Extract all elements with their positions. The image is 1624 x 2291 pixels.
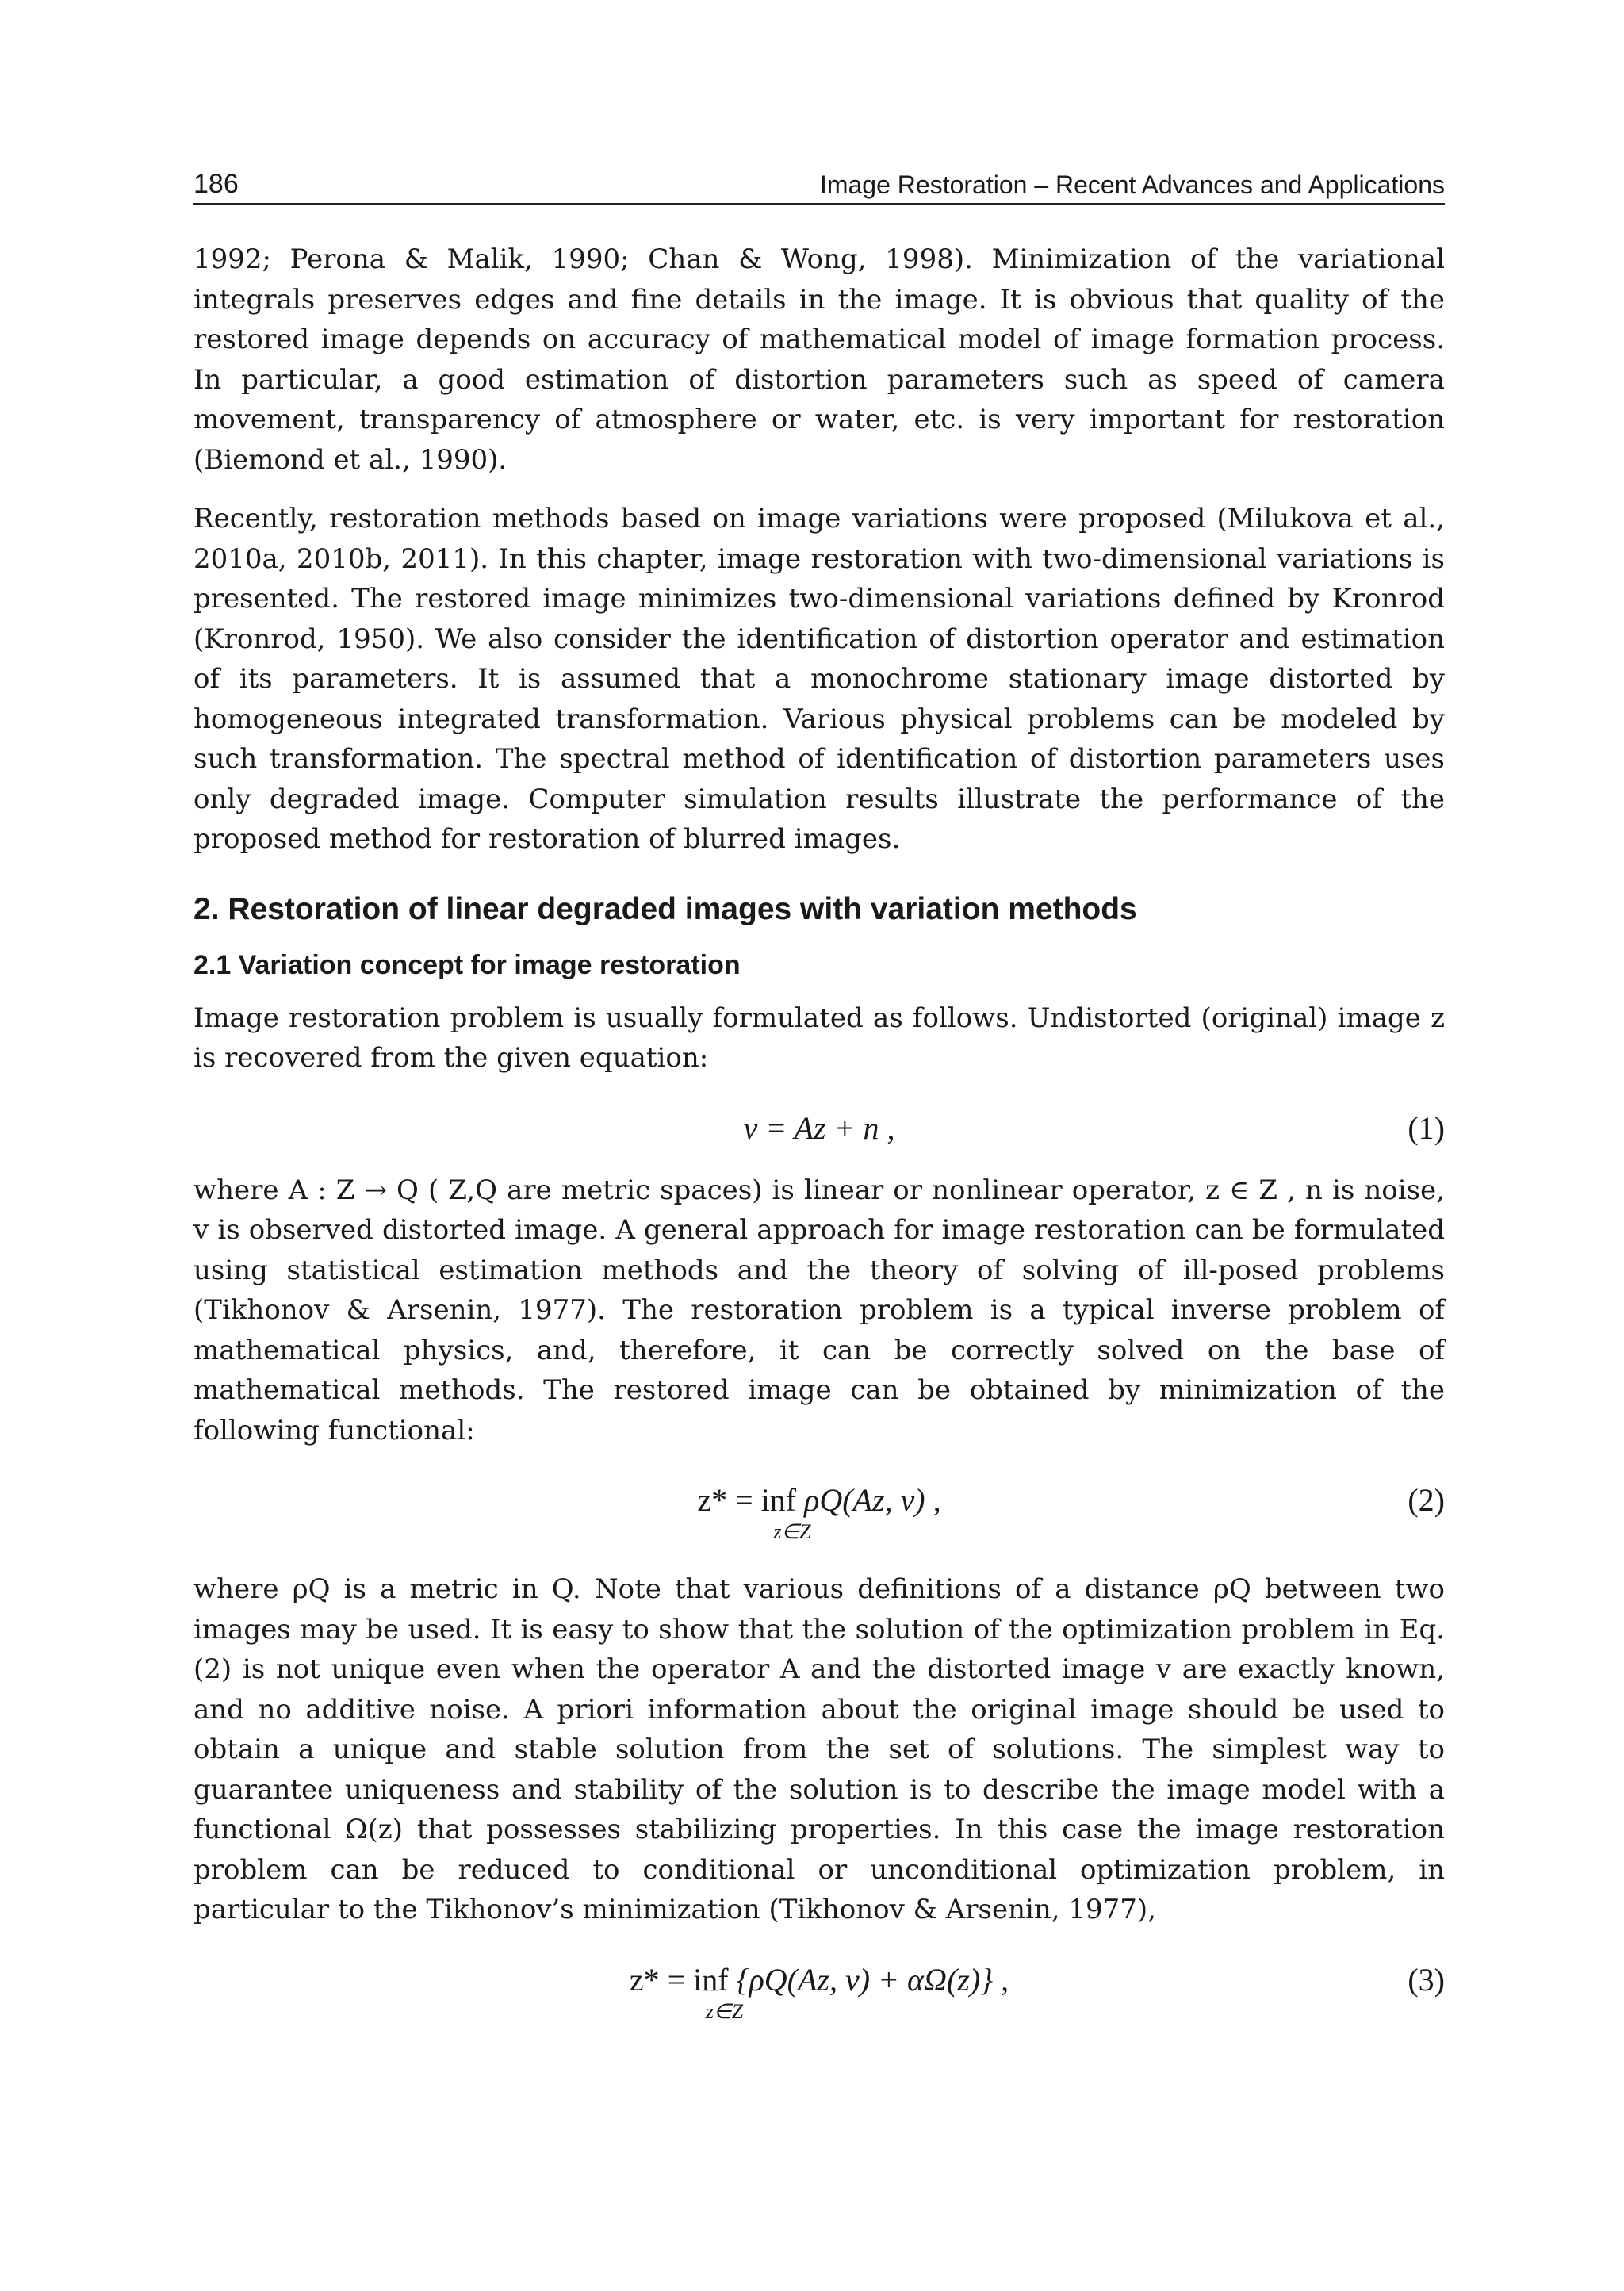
equation-1-expression: v = Az + n , — [743, 1109, 895, 1146]
equation-1 — [193, 1098, 1445, 1166]
equation-2-subscript: z∈Z — [773, 1520, 811, 1543]
section-heading: 2. Restoration of linear degraded images with variation methods — [193, 891, 1137, 926]
equation-2-rhs: ρQ(Az, v) , — [804, 1482, 941, 1518]
equation-3-lhs: z* = inf — [629, 1961, 729, 1998]
equation-3 — [193, 1949, 1445, 2044]
subsection-heading: 2.1 Variation concept for image restoration — [193, 950, 741, 980]
page-header — [193, 159, 1445, 205]
page — [193, 159, 1445, 2049]
paragraph-1: 1992; Perona & Malik, 1990; Chan & Wong, 1998). Minimization of the variational integrals preserves edges and fine details in the image. It is obvious that quality of the restored image depends on accuracy of mathematical model of image formation process. In particular, a good estimation of distortion parameters such as speed of camera movement, transparency of atmosphere or water, etc. is very important for restoration (Biemond et al., 1990). — [193, 243, 1445, 476]
paragraph-2: Recently, restoration methods based on image variations were proposed (Milukova et al., 2010a, 2010b, 2011). In this chapter, image restoration with two-dimensional variations is presented. The restored image minimizes two-dimensional variations defined by Kronrod (Kronrod, 1950). We also consider the identification of distortion operator and estimation of its parameters. It is assumed that a monochrome stationary image distorted by homogeneous integrated transformation. Various physical problems can be modeled by such transformation. The spectral method of identification of distortion parameters uses only degraded image. Computer simulation results illustrate the performance of the proposed method for restoration of blurred images. — [193, 503, 1445, 855]
page-number: 186 — [193, 169, 239, 199]
equation-3-rhs: {ρQ(Az, v) + αΩ(z)} , — [736, 1961, 1009, 1998]
equation-3-subscript: z∈Z — [705, 1999, 744, 2023]
equation-1-number: (1) — [1408, 1109, 1445, 1146]
equation-2-lhs: z* = inf — [697, 1482, 797, 1518]
running-title: Image Restoration – Recent Advances and Applications — [819, 170, 1445, 199]
paragraph-3: Image restoration problem is usually formulated as follows. Undistorted (original) image z is recovered from the given equation: — [193, 1002, 1445, 1074]
paragraph-5: where ρQ is a metric in Q. Note that various definitions of a distance ρQ between two images may be used. It is easy to show that the solution of the optimization problem in Eq. (2) is not unique even when the operator A and the distorted image v are exactly known, and no additive noise. A priori information about the original image should be used to obtain a unique and stable solution from the set of solutions. The simplest way to guarantee uniqueness and stability of the solution is to describe the image model with a functional Ω(z) that possesses stabilizing properties. In this case the image restoration problem can be reduced to conditional or unconditional optimization problem, in particular to the Tikhonov’s minimization (Tikhonov & Arsenin, 1977), — [193, 1573, 1445, 1925]
page-body — [193, 239, 1445, 2044]
equation-2-number: (2) — [1408, 1482, 1445, 1518]
equation-3-number: (3) — [1408, 1961, 1445, 1998]
equation-2 — [193, 1469, 1445, 1565]
paragraph-4: where A : Z → Q ( Z,Q are metric spaces) is linear or nonlinear operator, z ∈ Z , n is noise, v is observed distorted image. A general approach for image restoration can be formulated using statistical estimation methods and the theory of solving of ill-posed problems (Tikhonov & Arsenin, 1977). The restoration problem is a typical inverse problem of mathematical physics, and, therefore, it can be correctly solved on the base of mathematical methods. The restored image can be obtained by minimization of the following functional: — [193, 1174, 1445, 1446]
